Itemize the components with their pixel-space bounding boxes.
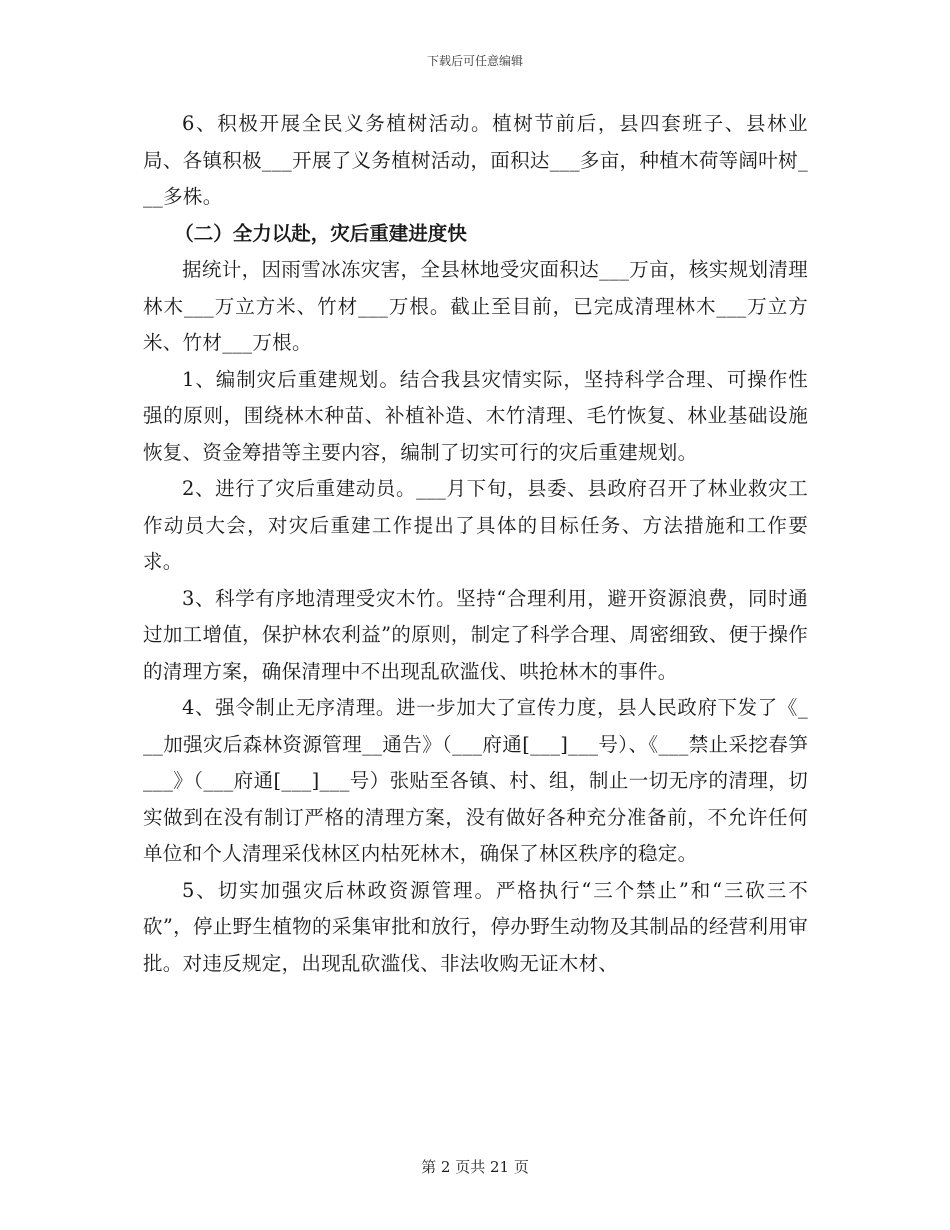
page-header-note: 下载后可任意编辑 — [426, 54, 523, 68]
page-number: 第 2 页共 21 页 — [421, 1158, 529, 1176]
paragraph-item-2: 2、进行了灾后重建动员。___月下旬，县委、县政府召开了林业救灾工作动员大会，对灾后重建工作提出了具体的目标任务、方法措施和工作要求。 — [143, 477, 808, 573]
section-heading: （二）全力以赴，灾后重建进度快 — [174, 221, 467, 245]
paragraph-item-5: 5、切实加强灾后林政资源管理。严格执行“三个禁止”和“三砍三不砍”，停止野生植物的采集审批和放行，停办野生动物及其制品的经营利用审批。对违反规定，出现乱砍滥伐、非法收购无证木材、 — [143, 878, 808, 975]
paragraph-item-1: 1、编制灾后重建规划。结合我县灾情实际，坚持科学合理、可操作性强的原则，围绕林木种苗、补植补造、木竹清理、毛竹恢复、林业基础设施恢复、资金筹措等主要内容，编制了切实可行的灾后重建规划。 — [143, 367, 808, 464]
paragraph-item-4: 4、强令制止无序清理。进一步加大了宣传力度，县人民政府下发了《___加强灾后森林资源管理__通告》（___府通[___]___号）、《___禁止采挖春笋___》（___府通[___]___号）张贴至各镇、村、组，制止一切无序的清理，切实做到在没有制订严格的清理方案，没有做好各种充分准备前，不允许任何单位和个人清理采伐林区内枯死林木，确保了林区秩序的稳定。 — [143, 696, 808, 865]
paragraph-statistics: 据统计，因雨雪冰冻灾害，全县林地受灾面积达___万亩，核实规划清理林木___万立方米、竹材___万根。截止至目前，已完成清理林木___万立方米、竹材___万根。 — [143, 258, 808, 354]
document-body — [143, 106, 808, 982]
paragraph-item-6: 6、积极开展全民义务植树活动。植树节前后，县四套班子、县林业局、各镇积极___开展了义务植树活动，面积达___多亩，种植木荷等阔叶树___多株。 — [143, 112, 808, 208]
paragraph-item-3: 3、科学有序地清理受灾木竹。坚持“合理利用，避开资源浪费，同时通过加工增值，保护林农利益”的原则，制定了科学合理、周密细致、便于操作的清理方案，确保清理中不出现乱砍滥伐、哄抢林木的事件。 — [143, 586, 808, 683]
